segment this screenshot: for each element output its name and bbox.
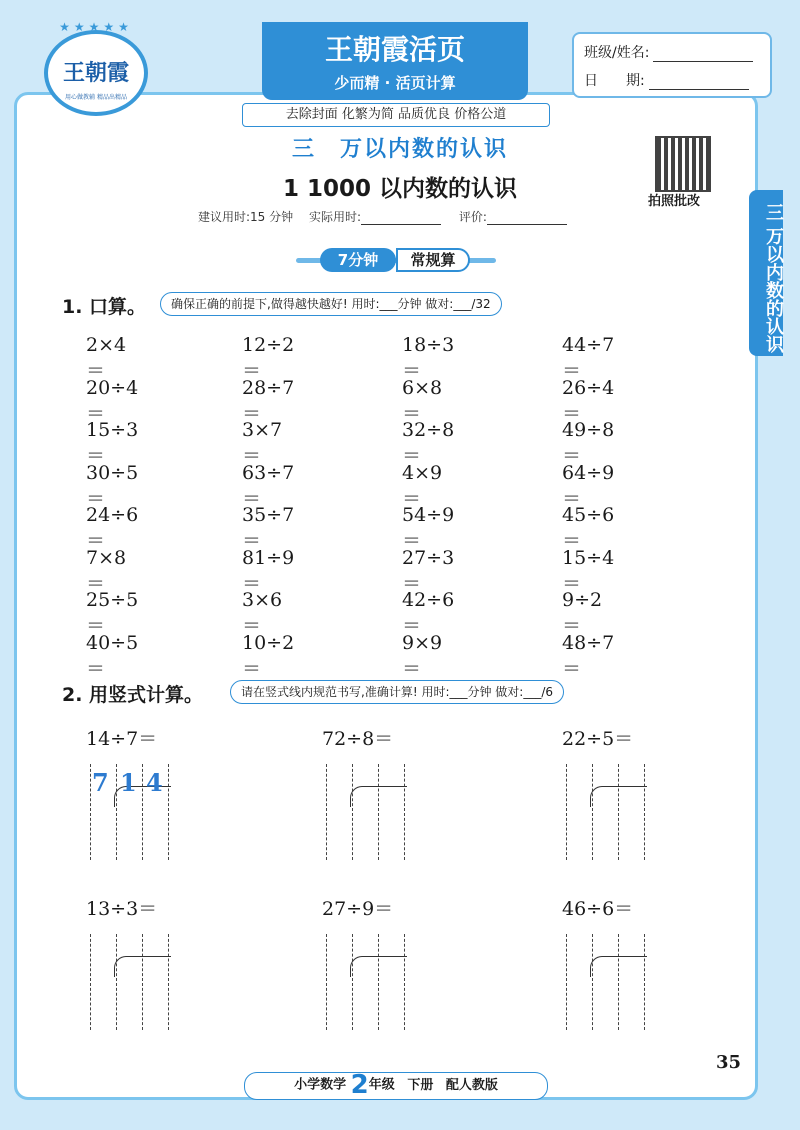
division-bracket: [590, 956, 647, 977]
oral-problem: 48÷7＝: [562, 631, 615, 680]
unit-side-tab: 三 万以内数的认识: [749, 190, 783, 356]
guide-line: [352, 764, 353, 860]
oral-problem: 9÷2＝: [562, 589, 603, 637]
oral-problem: 44÷7＝: [562, 334, 615, 382]
oral-problem: 3×7＝: [242, 419, 283, 467]
guide-line: [90, 934, 91, 1030]
guide-line: [326, 764, 327, 860]
guide-line: [644, 934, 645, 1030]
oral-problem: 40÷5＝: [86, 631, 139, 680]
footer-badge: [244, 1072, 548, 1100]
guide-line: [168, 764, 169, 860]
oral-problem: 2×4＝: [86, 334, 127, 382]
section2-title: 2. 用竖式计算。: [62, 684, 204, 706]
division-bracket: [590, 786, 647, 807]
vertical-problem: 27÷9＝: [322, 898, 394, 920]
suggested-time: 建议用时:15 分钟: [198, 210, 294, 224]
section2-note: 请在竖式线内规范书写,准确计算! 用时:___分钟 做对:___/6: [230, 680, 564, 704]
brand-banner: [262, 22, 528, 100]
date-label: 日 期:: [584, 73, 645, 89]
vertical-work-box[interactable]: [326, 934, 408, 1030]
section1-title: 1. 口算。: [62, 296, 147, 318]
class-name-label: 班级/姓名:: [584, 45, 650, 61]
unit-title: 三 万以内数的认识: [291, 137, 508, 162]
example-digit: 1: [120, 768, 137, 797]
section1-note: 确保正确的前提下,做得越快越好! 用时:___分钟 做对:___/32: [160, 292, 502, 316]
vertical-work-box[interactable]: [566, 934, 648, 1030]
footer-volume: 下册: [407, 1077, 434, 1093]
logo-stars-icon: ★★★★★: [59, 20, 133, 34]
page-number: 35: [716, 1052, 742, 1073]
logo-subtext: 用心做教辅 精品出精品: [65, 94, 127, 101]
division-bracket: [114, 956, 171, 977]
guide-line: [404, 764, 405, 860]
vertical-problem: 14÷7＝: [86, 728, 158, 750]
guide-line: [404, 934, 405, 1030]
lesson-title: 1 1000 以内数的认识: [282, 176, 518, 202]
oral-problem: 18÷3＝: [402, 334, 455, 382]
class-name-field[interactable]: [653, 47, 753, 62]
oral-problem: 15÷4＝: [562, 546, 615, 595]
oral-problem: 6×8＝: [402, 376, 443, 425]
oral-problem: 63÷7＝: [242, 461, 295, 510]
vertical-problem: 46÷6＝: [562, 898, 634, 920]
oral-problem: 35÷7＝: [242, 504, 295, 552]
oral-problem: 81÷9＝: [242, 546, 295, 595]
pill-time: 7分钟: [320, 248, 396, 272]
brand-subtitle: 少而精 · 活页计算: [334, 74, 456, 92]
lesson-meta: [198, 208, 581, 225]
example-digit: 7: [92, 768, 109, 797]
guide-line: [142, 764, 143, 860]
date-row: [584, 70, 749, 90]
date-field[interactable]: [649, 75, 749, 90]
oral-problem: 32÷8＝: [402, 419, 455, 467]
brand-slogan: 去除封面 化繁为简 品质优良 价格公道: [242, 103, 550, 127]
evaluation-field[interactable]: [487, 212, 567, 225]
footer-grade-num: 2: [350, 1070, 369, 1100]
oral-problem: 28÷7＝: [242, 376, 295, 425]
division-bracket: [350, 786, 407, 807]
example-digit: 4: [146, 768, 163, 797]
footer-grade: 年级: [368, 1077, 395, 1093]
oral-problem: 42÷6＝: [402, 589, 455, 637]
brand-title: 王朝霞活页: [324, 33, 465, 66]
oral-problem: 4×9＝: [402, 461, 443, 510]
guide-line: [592, 764, 593, 860]
guide-line: [566, 934, 567, 1030]
qr-label: 拍照批改: [648, 194, 701, 209]
oral-problem: 49÷8＝: [562, 419, 615, 467]
evaluation-label: 评价:: [458, 210, 487, 224]
vertical-work-box[interactable]: [326, 764, 408, 860]
vertical-problem: 72÷8＝: [322, 728, 394, 750]
vertical-problem: 13÷3＝: [86, 898, 158, 920]
vertical-work-box[interactable]: [90, 934, 172, 1030]
guide-line: [116, 934, 117, 1030]
oral-problem: 12÷2＝: [242, 334, 295, 382]
footer-subject: 小学数学: [294, 1077, 347, 1093]
guide-line: [116, 764, 117, 860]
oral-problem: 54÷9＝: [402, 504, 455, 552]
oral-problem: 26÷4＝: [562, 376, 615, 425]
guide-line: [378, 764, 379, 860]
oral-problem: 25÷5＝: [86, 589, 139, 637]
guide-line: [618, 934, 619, 1030]
guide-line: [378, 934, 379, 1030]
guide-line: [592, 934, 593, 1030]
section-pill: [296, 246, 496, 274]
brand-logo: [44, 20, 148, 116]
guide-line: [618, 764, 619, 860]
division-bracket: [350, 956, 407, 977]
oral-problem: 3×6＝: [242, 589, 283, 637]
guide-line: [90, 764, 91, 860]
oral-problem: 30÷5＝: [86, 461, 139, 510]
oral-problem: 45÷6＝: [562, 504, 615, 552]
student-info-box: [572, 32, 772, 98]
guide-line: [142, 934, 143, 1030]
vertical-problem: 22÷5＝: [562, 728, 634, 750]
oral-problem: 27÷3＝: [402, 546, 455, 595]
logo-text: 王朝霞: [62, 60, 129, 86]
class-name-row: [584, 42, 753, 62]
vertical-work-box[interactable]: [566, 764, 648, 860]
oral-problem: 64÷9＝: [562, 461, 615, 510]
oral-problem: 15÷3＝: [86, 419, 139, 467]
oral-problem: 20÷4＝: [86, 376, 139, 425]
oral-problem: 9×9＝: [402, 631, 443, 680]
oral-problem: 10÷2＝: [242, 631, 295, 680]
oral-problem: 7×8＝: [86, 546, 127, 595]
actual-time-label: 实际用时:: [308, 210, 362, 224]
guide-line: [168, 934, 169, 1030]
guide-line: [352, 934, 353, 1030]
footer-edition: 配人教版: [445, 1077, 498, 1093]
actual-time-field[interactable]: [361, 212, 441, 225]
guide-line: [566, 764, 567, 860]
guide-line: [326, 934, 327, 1030]
oral-problem: 24÷6＝: [86, 504, 139, 552]
guide-line: [644, 764, 645, 860]
pill-label: 常规算: [396, 248, 470, 272]
